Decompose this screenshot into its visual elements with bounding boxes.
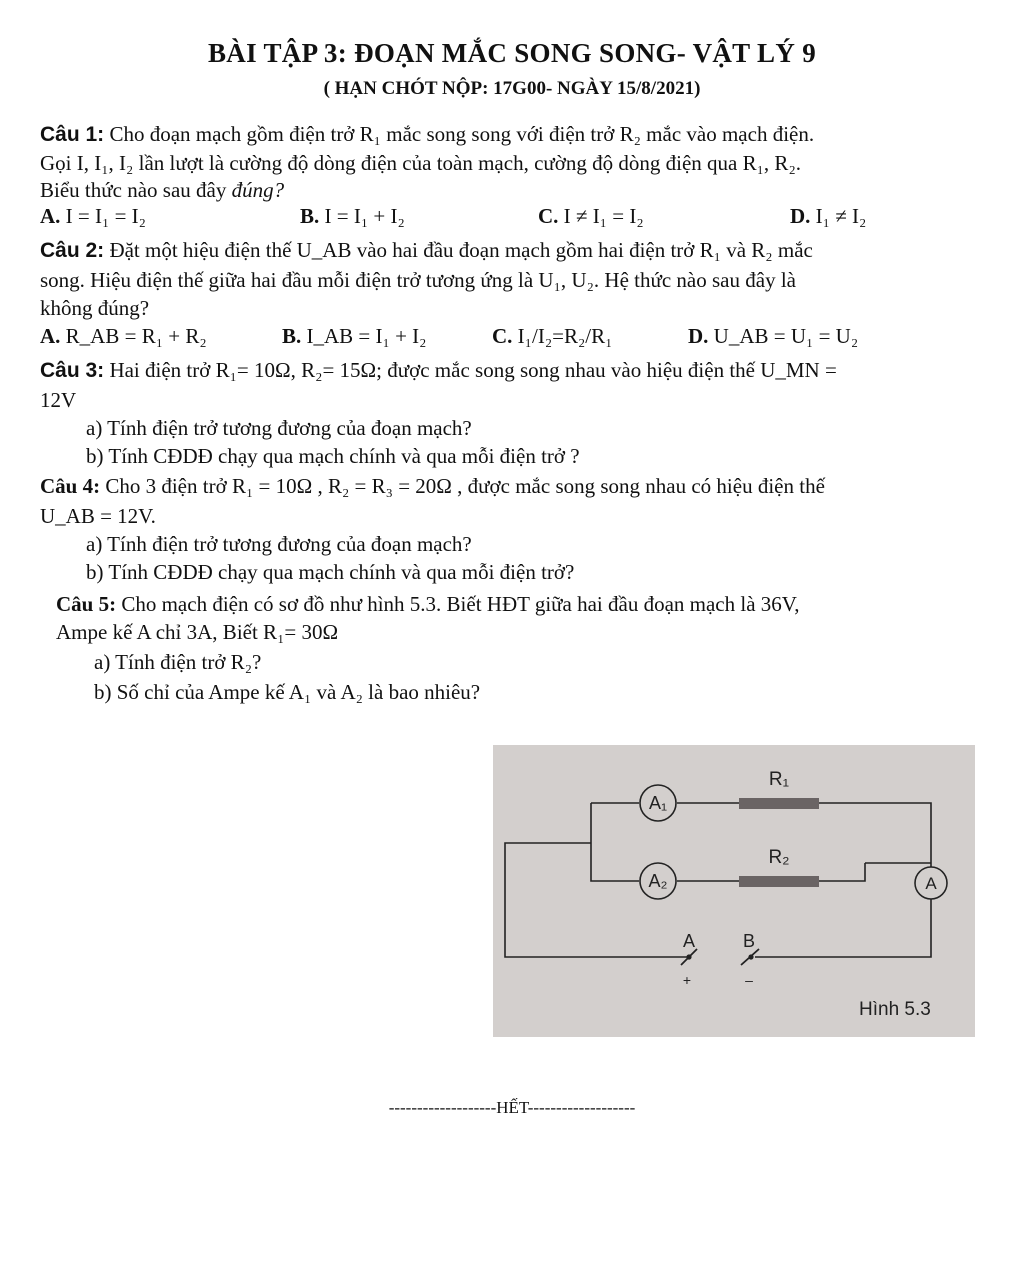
q2-option-b — [282, 324, 427, 349]
wire-branch1-right — [819, 803, 931, 863]
q2-label: Câu 2: — [40, 239, 105, 262]
q3-line-2: 12V — [40, 388, 77, 412]
q1-option-b-key: B. — [300, 204, 320, 228]
q1-option-a-text: I = I₁ = I₂ — [65, 204, 146, 228]
q5-part-a: a) Tính điện trở R₂? — [94, 650, 262, 674]
q1-line-2: Gọi I, I₁, I₂ lần lượt là cường độ dòng điện của toàn mạch, cường độ dòng điện qua R₁, R₂. — [40, 151, 802, 175]
wire-branch2-right — [819, 863, 865, 881]
label-plus: + — [682, 972, 692, 988]
q1-text-3a: Biểu thức nào sau đây — [40, 178, 232, 202]
label-a2: A₂ — [648, 871, 668, 891]
q4-text-1: Cho 3 điện trở R₁ = 10Ω , R₂ = R₃ = 20Ω , được mắc song song nhau có hiệu điện thế — [105, 474, 825, 498]
q3-part-b: b) Tính CĐDĐ chạy qua mạch chính và qua mỗi điện trở ? — [86, 444, 580, 468]
q5-text-1: Cho mạch điện có sơ đồ như hình 5.3. Biết HĐT giữa hai đầu đoạn mạch là 36V, — [121, 592, 800, 616]
q5-line-2: Ampe kế A chỉ 3A, Biết R₁= 30Ω — [56, 620, 339, 644]
label-r1: R₁ — [768, 769, 790, 790]
circuit-wires — [505, 803, 931, 957]
label-r2: R₂ — [768, 847, 790, 868]
q3-text-1: Hai điện trở R₁= 10Ω, R₂= 15Ω; được mắc song song nhau vào hiệu điện thế U_MN = — [109, 358, 837, 382]
terminal-b-dot — [748, 954, 753, 959]
deadline: ( HẠN CHÓT NỘP: 17G00- NGÀY 15/8/2021) — [323, 78, 701, 99]
label-a: A — [925, 874, 937, 893]
q1-line-1 — [40, 120, 1002, 149]
q4-label: Câu 4: — [40, 474, 101, 498]
q4-line-1 — [40, 472, 1002, 500]
label-a1: A₁ — [648, 793, 668, 813]
resistor-r2 — [739, 876, 819, 887]
q3-part-a: a) Tính điện trở tương đương của đoạn mạch? — [86, 416, 472, 440]
q2-option-a-text: R_AB = R₁ + R₂ — [65, 324, 207, 348]
figure-caption: Hình 5.3 — [859, 999, 931, 1020]
q1-option-d — [790, 204, 866, 229]
q1-option-b-text: I = I₁ + I₂ — [324, 204, 405, 228]
q1-option-a — [40, 204, 146, 229]
q2-option-c-key: C. — [492, 324, 513, 348]
terminal-a-dot — [686, 954, 691, 959]
q2-option-d-text: U_AB = U₁ = U₂ — [713, 324, 859, 348]
q1-option-d-key: D. — [790, 204, 811, 228]
wire-from-a — [505, 843, 689, 957]
q3-line-1 — [40, 356, 1002, 385]
q4-part-a: a) Tính điện trở tương đương của đoạn mạch? — [86, 532, 472, 556]
end-marker: -------------------HẾT------------------- — [388, 1098, 636, 1117]
q1-option-b — [300, 204, 405, 229]
resistor-r1 — [739, 798, 819, 809]
q2-option-a-key: A. — [40, 324, 61, 348]
q2-line-1 — [40, 236, 1002, 265]
q1-option-d-text: I₁ ≠ I₂ — [815, 204, 867, 228]
q2-option-c-text: I₁/I₂=R₂/R₁ — [517, 324, 613, 348]
label-terminal-a: A — [682, 931, 696, 951]
q5-label: Câu 5: — [56, 592, 117, 616]
label-terminal-b: B — [742, 931, 756, 951]
q1-text-3b: đúng? — [231, 178, 285, 202]
q2-line-2: song. Hiệu điện thế giữa hai đầu mỗi điện trở tương ứng là U₁, U₂. Hệ thức nào sau đây là — [40, 268, 796, 292]
q2-option-d — [688, 324, 858, 349]
q4-line-2: U_AB = 12V. — [40, 504, 156, 528]
q2-option-d-key: D. — [688, 324, 709, 348]
terminals — [681, 949, 759, 965]
q4-part-b: b) Tính CĐDĐ chạy qua mạch chính và qua mỗi điện trở? — [86, 560, 575, 584]
q1-line-3 — [40, 176, 1002, 204]
wire-to-b — [755, 899, 931, 957]
q3-label: Câu 3: — [40, 359, 105, 382]
circuit-diagram — [493, 745, 975, 1037]
q2-option-b-key: B. — [282, 324, 302, 348]
q1-option-c-key: C. — [538, 204, 559, 228]
q1-option-a-key: A. — [40, 204, 61, 228]
q5-part-b: b) Số chỉ của Ampe kế A₁ và A₂ là bao nhiêu? — [94, 680, 481, 704]
label-minus: – — [745, 972, 753, 988]
q2-text-1: Đặt một hiệu điện thế U_AB vào hai đầu đoạn mạch gồm hai điện trở R₁ và R₂ mắc — [109, 238, 813, 262]
q1-option-c-text: I ≠ I₁ = I₂ — [563, 204, 644, 228]
q1-option-c — [538, 204, 644, 229]
q1-label: Câu 1: — [40, 123, 105, 146]
q2-option-b-text: I_AB = I₁ + I₂ — [306, 324, 427, 348]
q2-option-a — [40, 324, 207, 349]
page-title: BÀI TẬP 3: ĐOẠN MẮC SONG SONG- VẬT LÝ 9 — [207, 38, 817, 68]
q2-line-3: không đúng? — [40, 296, 150, 320]
circuit-figure — [493, 745, 975, 1037]
q5-line-1 — [56, 590, 1018, 618]
wire-left-node — [591, 803, 639, 881]
q2-option-c — [492, 324, 612, 349]
q1-text-1: Cho đoạn mạch gồm điện trở R₁ mắc song song với điện trở R₂ mắc vào mạch điện. — [109, 122, 815, 146]
